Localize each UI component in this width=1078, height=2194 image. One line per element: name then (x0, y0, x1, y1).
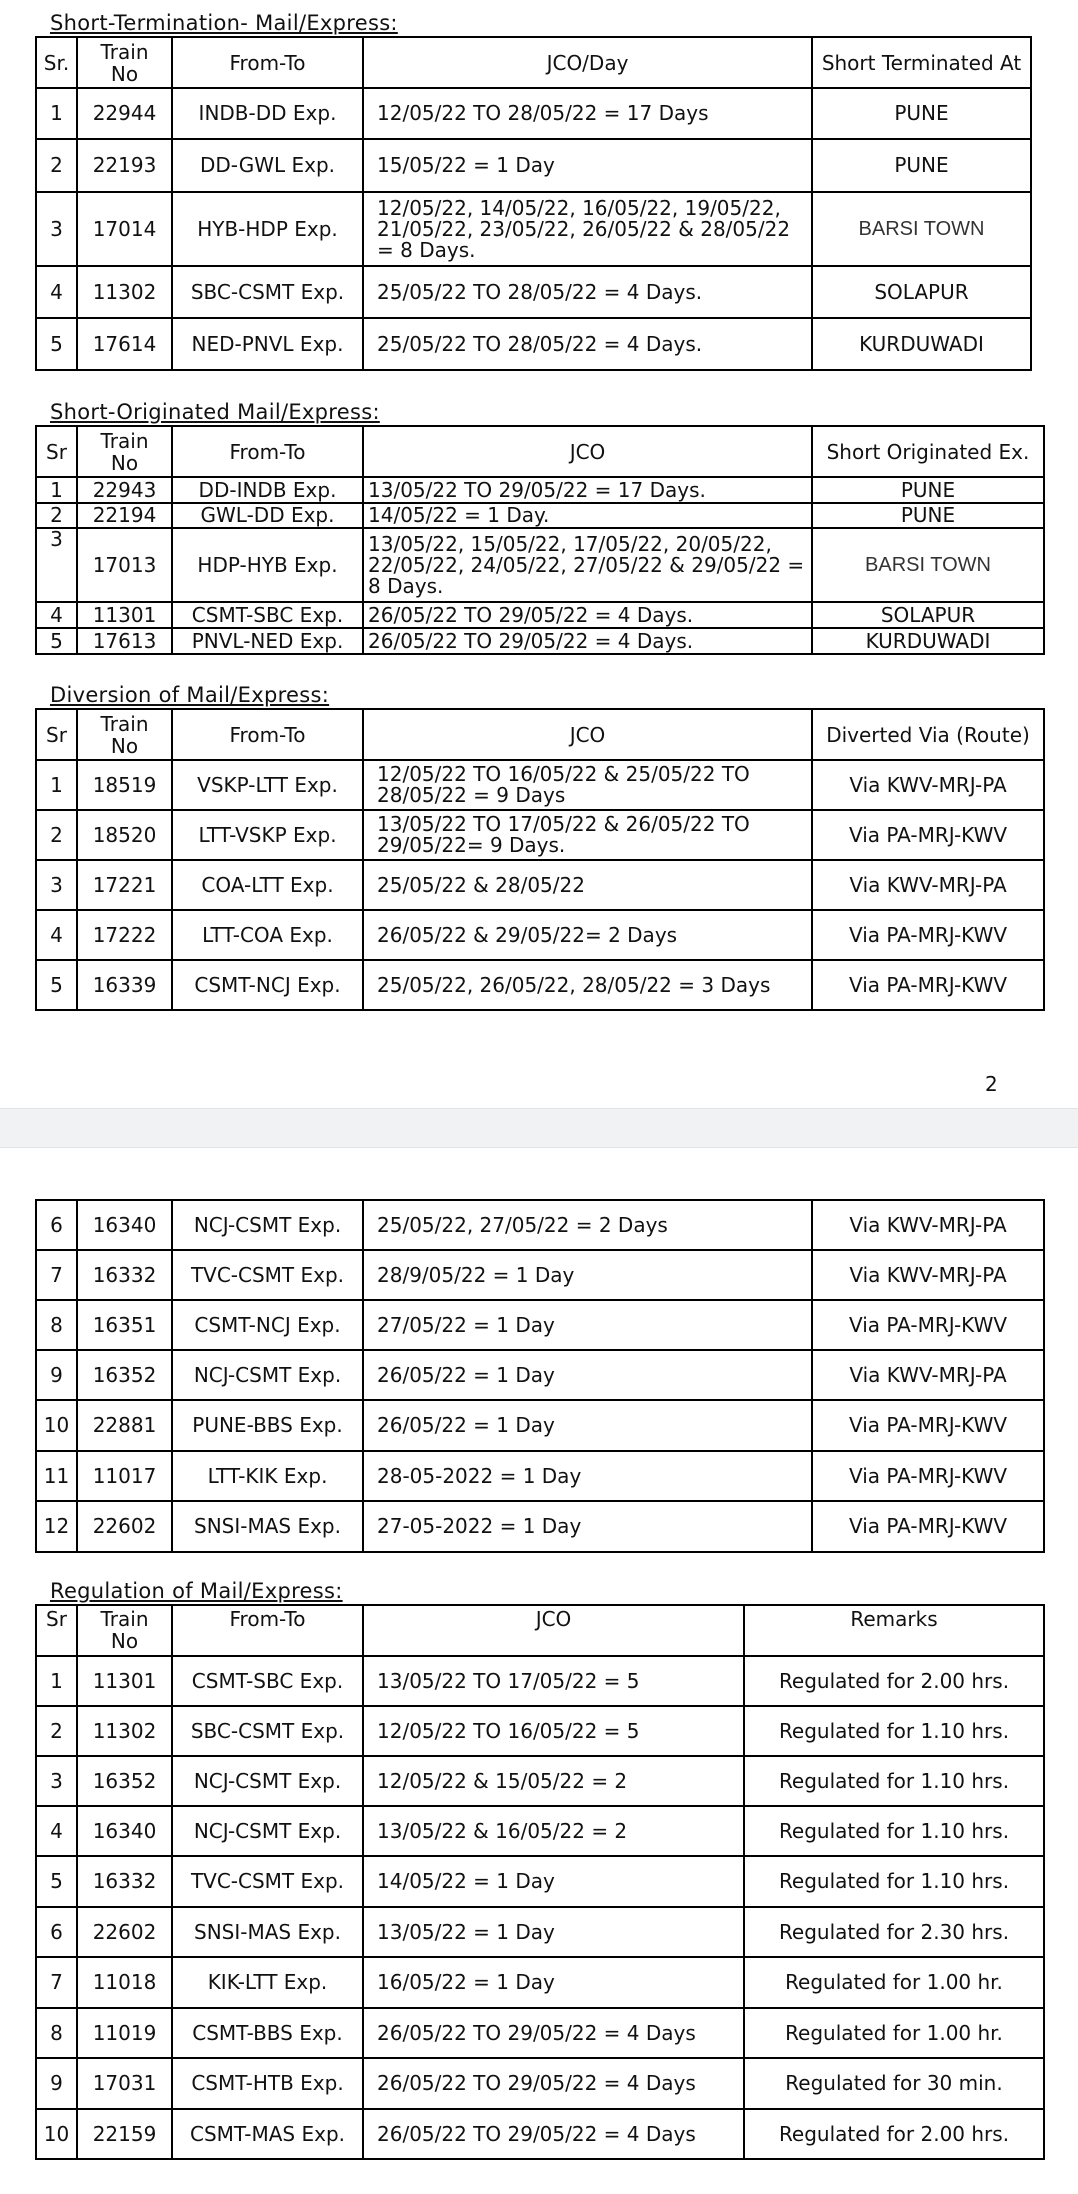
diversion-table-continued (35, 1199, 1045, 1553)
cell-sr: 8 (36, 2008, 77, 2058)
cell-train-no: 11019 (77, 2008, 172, 2058)
cell-train-no: 17031 (77, 2058, 172, 2109)
cell-sr: 3 (36, 860, 77, 910)
cell-route: Via KWV-MRJ-PA (812, 1350, 1044, 1400)
cell-from-to: NCJ-CSMT Exp. (172, 1756, 363, 1806)
table-row (36, 477, 1044, 503)
header-from-to: From-To (172, 426, 363, 477)
table-row (36, 2109, 1044, 2159)
cell-sr: 5 (36, 960, 77, 1010)
cell-train-no: 22943 (77, 477, 172, 503)
cell-remarks: Regulated for 2.30 hrs. (744, 1907, 1044, 1957)
table-row (36, 1706, 1044, 1756)
cell-from-to: DD-GWL Exp. (172, 139, 363, 192)
cell-sr: 4 (36, 266, 77, 318)
diversion-heading: Diversion of Mail/Express: (50, 683, 330, 707)
cell-jco: 13/05/22 & 16/05/22 = 2 (363, 1806, 744, 1856)
cell-from-to: HYB-HDP Exp. (172, 192, 363, 266)
cell-from-to: NCJ-CSMT Exp. (172, 1350, 363, 1400)
cell-sr: 1 (36, 760, 77, 810)
cell-jco: 16/05/22 = 1 Day (363, 1957, 744, 2008)
cell-train-no: 22602 (77, 1501, 172, 1552)
regulation-table (35, 1604, 1045, 2160)
short-termination-heading: Short-Termination- Mail/Express: (50, 11, 398, 35)
table-header-row (36, 709, 1044, 760)
table-row (36, 760, 1044, 810)
header-short-terminated-at: Short Terminated At (812, 37, 1031, 88)
cell-sr: 9 (36, 2058, 77, 2109)
cell-jco: 14/05/22 = 1 Day. (363, 503, 812, 528)
cell-sr: 4 (36, 910, 77, 960)
cell-from-to: DD-INDB Exp. (172, 477, 363, 503)
header-from-to: From-To (172, 1605, 363, 1656)
cell-route: Via PA-MRJ-KWV (812, 810, 1044, 860)
cell-sr: 11 (36, 1451, 77, 1501)
cell-sr: 2 (36, 503, 77, 528)
cell-jco: 15/05/22 = 1 Day (363, 139, 812, 192)
cell-remarks: Regulated for 1.10 hrs. (744, 1806, 1044, 1856)
table-row (36, 1451, 1044, 1501)
diversion-table (35, 708, 1045, 1011)
table-row (36, 192, 1031, 266)
cell-from-to: NCJ-CSMT Exp. (172, 1200, 363, 1250)
cell-route: Via KWV-MRJ-PA (812, 1200, 1044, 1250)
table-row (36, 810, 1044, 860)
cell-sr: 1 (36, 88, 77, 139)
table-row (36, 318, 1031, 370)
table-row (36, 2008, 1044, 2058)
table-row (36, 88, 1031, 139)
table-row (36, 1250, 1044, 1300)
table-row (36, 1907, 1044, 1957)
cell-from-to: LTT-COA Exp. (172, 910, 363, 960)
cell-train-no: 17014 (77, 192, 172, 266)
table-row (36, 1200, 1044, 1250)
header-train-no: Train No (77, 426, 172, 477)
cell-route: Via PA-MRJ-KWV (812, 910, 1044, 960)
cell-sr: 2 (36, 1706, 77, 1756)
cell-from-to: PUNE-BBS Exp. (172, 1400, 363, 1451)
cell-station: SOLAPUR (812, 266, 1031, 318)
cell-train-no: 16352 (77, 1756, 172, 1806)
table-row (36, 602, 1044, 628)
cell-jco: 14/05/22 = 1 Day (363, 1856, 744, 1907)
cell-station: PUNE (812, 139, 1031, 192)
cell-sr: 7 (36, 1250, 77, 1300)
cell-jco: 26/05/22 TO 29/05/22 = 4 Days (363, 2058, 744, 2109)
cell-jco: 26/05/22 = 1 Day (363, 1400, 812, 1451)
cell-jco: 12/05/22 & 15/05/22 = 2 (363, 1756, 744, 1806)
short-termination-table (35, 36, 1032, 371)
cell-remarks: Regulated for 1.10 hrs. (744, 1706, 1044, 1756)
cell-jco: 28-05-2022 = 1 Day (363, 1451, 812, 1501)
cell-train-no: 16340 (77, 1806, 172, 1856)
cell-from-to: KIK-LTT Exp. (172, 1957, 363, 2008)
header-remarks: Remarks (744, 1605, 1044, 1656)
cell-jco: 12/05/22 TO 28/05/22 = 17 Days (363, 88, 812, 139)
cell-jco: 25/05/22 TO 28/05/22 = 4 Days. (363, 318, 812, 370)
document-page-2 (0, 1148, 1078, 2194)
cell-sr: 1 (36, 1656, 77, 1706)
cell-train-no: 16351 (77, 1300, 172, 1350)
cell-train-no: 11018 (77, 1957, 172, 2008)
header-from-to: From-To (172, 37, 363, 88)
cell-remarks: Regulated for 1.10 hrs. (744, 1756, 1044, 1806)
cell-train-no: 17221 (77, 860, 172, 910)
cell-station: PUNE (812, 503, 1044, 528)
table-row (36, 139, 1031, 192)
cell-remarks: Regulated for 1.00 hr. (744, 2008, 1044, 2058)
cell-from-to: NED-PNVL Exp. (172, 318, 363, 370)
cell-jco: 26/05/22 = 1 Day (363, 1350, 812, 1400)
header-sr: Sr (36, 709, 77, 760)
cell-sr: 6 (36, 1907, 77, 1957)
cell-from-to: SNSI-MAS Exp. (172, 1907, 363, 1957)
cell-sr: 1 (36, 477, 77, 503)
page-separator (0, 1108, 1078, 1148)
cell-from-to: NCJ-CSMT Exp. (172, 1806, 363, 1856)
cell-from-to: CSMT-NCJ Exp. (172, 1300, 363, 1350)
cell-train-no: 22194 (77, 503, 172, 528)
cell-from-to: HDP-HYB Exp. (172, 528, 363, 602)
table-row (36, 1400, 1044, 1451)
cell-train-no: 16332 (77, 1250, 172, 1300)
table-row (36, 528, 1044, 602)
cell-sr: 9 (36, 1350, 77, 1400)
cell-jco: 25/05/22 & 28/05/22 (363, 860, 812, 910)
cell-from-to: SBC-CSMT Exp. (172, 266, 363, 318)
cell-station: PUNE (812, 477, 1044, 503)
table-row (36, 1756, 1044, 1806)
cell-remarks: Regulated for 2.00 hrs. (744, 1656, 1044, 1706)
short-originated-heading: Short-Originated Mail/Express: (50, 400, 380, 424)
cell-sr: 10 (36, 1400, 77, 1451)
header-sr: Sr (36, 1605, 77, 1656)
cell-station: SOLAPUR (812, 602, 1044, 628)
cell-sr: 4 (36, 602, 77, 628)
cell-sr: 10 (36, 2109, 77, 2159)
header-train-no: Train No (77, 1605, 172, 1656)
header-from-to: From-To (172, 709, 363, 760)
cell-jco: 25/05/22, 26/05/22, 28/05/22 = 3 Days (363, 960, 812, 1010)
cell-from-to: CSMT-BBS Exp. (172, 2008, 363, 2058)
table-header-row (36, 1605, 1044, 1656)
cell-sr: 5 (36, 318, 77, 370)
cell-train-no: 17222 (77, 910, 172, 960)
cell-station: BARSI TOWN (812, 528, 1044, 602)
cell-jco: 27/05/22 = 1 Day (363, 1300, 812, 1350)
table-row (36, 503, 1044, 528)
header-diverted-via: Diverted Via (Route) (812, 709, 1044, 760)
regulation-heading: Regulation of Mail/Express: (50, 1579, 343, 1603)
cell-from-to: LTT-VSKP Exp. (172, 810, 363, 860)
header-jco: JCO (363, 1605, 744, 1656)
cell-from-to: CSMT-SBC Exp. (172, 602, 363, 628)
cell-remarks: Regulated for 2.00 hrs. (744, 2109, 1044, 2159)
cell-jco: 12/05/22, 14/05/22, 16/05/22, 19/05/22, 21/05/22, 23/05/22, 26/05/22 & 28/05/22 = 8 Days. (363, 192, 812, 266)
cell-station: BARSI TOWN (812, 192, 1031, 266)
table-row (36, 1656, 1044, 1706)
cell-jco: 13/05/22 = 1 Day (363, 1907, 744, 1957)
cell-jco: 13/05/22 TO 17/05/22 = 5 (363, 1656, 744, 1706)
header-sr: Sr. (36, 37, 77, 88)
cell-sr: 2 (36, 810, 77, 860)
cell-train-no: 11301 (77, 602, 172, 628)
cell-sr: 5 (36, 628, 77, 654)
cell-sr: 4 (36, 1806, 77, 1856)
cell-route: Via PA-MRJ-KWV (812, 960, 1044, 1010)
cell-jco: 26/05/22 TO 29/05/22 = 4 Days. (363, 602, 812, 628)
header-jco: JCO (363, 709, 812, 760)
cell-from-to: TVC-CSMT Exp. (172, 1250, 363, 1300)
table-row (36, 1856, 1044, 1907)
cell-from-to: VSKP-LTT Exp. (172, 760, 363, 810)
cell-train-no: 11302 (77, 266, 172, 318)
cell-remarks: Regulated for 1.00 hr. (744, 1957, 1044, 2008)
table-row (36, 1300, 1044, 1350)
cell-from-to: CSMT-MAS Exp. (172, 2109, 363, 2159)
header-sr: Sr (36, 426, 77, 477)
table-header-row (36, 426, 1044, 477)
short-originated-table (35, 425, 1045, 655)
cell-from-to: COA-LTT Exp. (172, 860, 363, 910)
cell-route: Via KWV-MRJ-PA (812, 860, 1044, 910)
cell-remarks: Regulated for 30 min. (744, 2058, 1044, 2109)
cell-sr: 2 (36, 139, 77, 192)
cell-from-to: GWL-DD Exp. (172, 503, 363, 528)
cell-sr: 3 (36, 192, 77, 266)
cell-train-no: 17013 (77, 528, 172, 602)
cell-jco: 13/05/22, 15/05/22, 17/05/22, 20/05/22, 22/05/22, 24/05/22, 27/05/22 & 29/05/22 = 8 Days. (363, 528, 812, 602)
table-row (36, 1350, 1044, 1400)
cell-train-no: 16340 (77, 1200, 172, 1250)
cell-from-to: INDB-DD Exp. (172, 88, 363, 139)
cell-jco: 13/05/22 TO 17/05/22 & 26/05/22 TO 29/05/22= 9 Days. (363, 810, 812, 860)
cell-station: KURDUWADI (812, 318, 1031, 370)
cell-train-no: 22881 (77, 1400, 172, 1451)
table-row (36, 1501, 1044, 1552)
cell-train-no: 18519 (77, 760, 172, 810)
cell-sr: 7 (36, 1957, 77, 2008)
cell-train-no: 17614 (77, 318, 172, 370)
cell-jco: 27-05-2022 = 1 Day (363, 1501, 812, 1552)
header-train-no: Train No (77, 709, 172, 760)
header-short-originated-ex: Short Originated Ex. (812, 426, 1044, 477)
cell-route: Via PA-MRJ-KWV (812, 1300, 1044, 1350)
table-row (36, 266, 1031, 318)
cell-sr: 3 (36, 1756, 77, 1806)
cell-train-no: 17613 (77, 628, 172, 654)
cell-from-to: PNVL-NED Exp. (172, 628, 363, 654)
cell-from-to: SNSI-MAS Exp. (172, 1501, 363, 1552)
cell-jco: 26/05/22 TO 29/05/22 = 4 Days (363, 2109, 744, 2159)
cell-from-to: CSMT-NCJ Exp. (172, 960, 363, 1010)
cell-train-no: 16332 (77, 1856, 172, 1907)
cell-train-no: 11302 (77, 1706, 172, 1756)
cell-sr: 6 (36, 1200, 77, 1250)
cell-sr: 5 (36, 1856, 77, 1907)
cell-train-no: 22944 (77, 88, 172, 139)
cell-train-no: 16339 (77, 960, 172, 1010)
cell-from-to: TVC-CSMT Exp. (172, 1856, 363, 1907)
cell-station: KURDUWADI (812, 628, 1044, 654)
cell-train-no: 22193 (77, 139, 172, 192)
cell-jco: 26/05/22 & 29/05/22= 2 Days (363, 910, 812, 960)
cell-train-no: 22159 (77, 2109, 172, 2159)
header-jco: JCO (363, 426, 812, 477)
table-row (36, 960, 1044, 1010)
table-header-row (36, 37, 1031, 88)
page-number: 2 (985, 1072, 998, 1096)
table-row (36, 1806, 1044, 1856)
cell-train-no: 22602 (77, 1907, 172, 1957)
table-row (36, 860, 1044, 910)
cell-route: Via KWV-MRJ-PA (812, 1250, 1044, 1300)
cell-remarks: Regulated for 1.10 hrs. (744, 1856, 1044, 1907)
table-row (36, 1957, 1044, 2008)
cell-jco: 26/05/22 TO 29/05/22 = 4 Days. (363, 628, 812, 654)
table-row (36, 2058, 1044, 2109)
cell-from-to: CSMT-SBC Exp. (172, 1656, 363, 1706)
cell-sr: 3 (36, 528, 77, 602)
cell-route: Via PA-MRJ-KWV (812, 1400, 1044, 1451)
cell-from-to: SBC-CSMT Exp. (172, 1706, 363, 1756)
cell-route: Via KWV-MRJ-PA (812, 760, 1044, 810)
cell-train-no: 18520 (77, 810, 172, 860)
cell-route: Via PA-MRJ-KWV (812, 1451, 1044, 1501)
header-train-no: Train No (77, 37, 172, 88)
cell-sr: 12 (36, 1501, 77, 1552)
cell-sr: 8 (36, 1300, 77, 1350)
table-row (36, 628, 1044, 654)
cell-jco: 13/05/22 TO 29/05/22 = 17 Days. (363, 477, 812, 503)
cell-jco: 26/05/22 TO 29/05/22 = 4 Days (363, 2008, 744, 2058)
cell-station: PUNE (812, 88, 1031, 139)
cell-jco: 12/05/22 TO 16/05/22 & 25/05/22 TO 28/05/22 = 9 Days (363, 760, 812, 810)
cell-train-no: 11017 (77, 1451, 172, 1501)
cell-train-no: 11301 (77, 1656, 172, 1706)
cell-train-no: 16352 (77, 1350, 172, 1400)
cell-from-to: LTT-KIK Exp. (172, 1451, 363, 1501)
cell-jco: 25/05/22 TO 28/05/22 = 4 Days. (363, 266, 812, 318)
header-jco: JCO/Day (363, 37, 812, 88)
cell-route: Via PA-MRJ-KWV (812, 1501, 1044, 1552)
cell-jco: 28/9/05/22 = 1 Day (363, 1250, 812, 1300)
cell-jco: 12/05/22 TO 16/05/22 = 5 (363, 1706, 744, 1756)
cell-jco: 25/05/22, 27/05/22 = 2 Days (363, 1200, 812, 1250)
table-row (36, 910, 1044, 960)
cell-from-to: CSMT-HTB Exp. (172, 2058, 363, 2109)
